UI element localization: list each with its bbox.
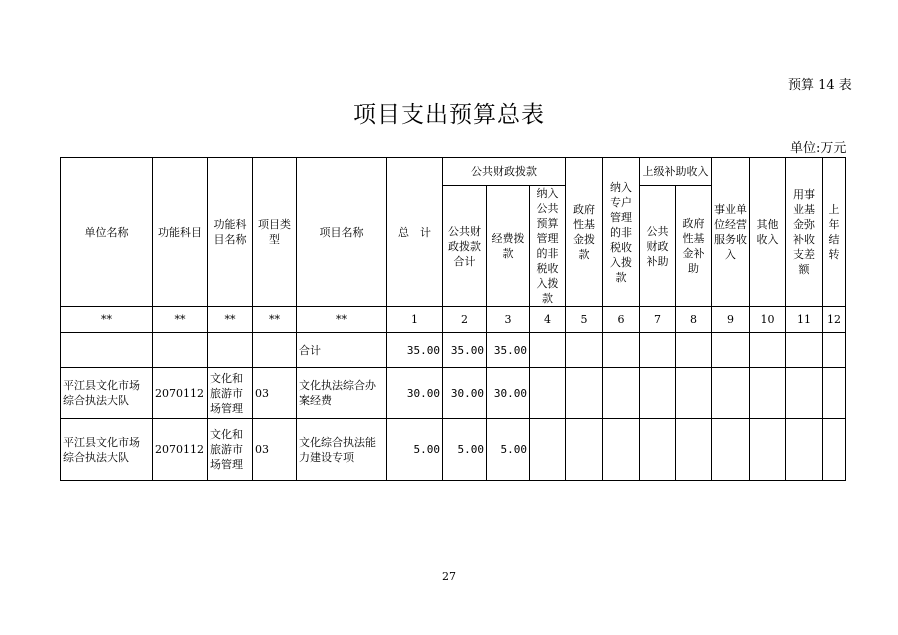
public-total-cell: 30.00 [443, 368, 487, 419]
marker-cell: ** [208, 307, 253, 333]
project-type-cell: 03 [253, 368, 297, 419]
func-subject-name-cell: 文化和旅游市场管理 [208, 368, 253, 419]
table-number: 预算 14 表 [788, 78, 852, 93]
col-business-income: 事业单位经营服务收入 [712, 158, 750, 307]
func-subject-name-cell: 文化和旅游市场管理 [208, 419, 253, 481]
marker-cell: ** [297, 307, 387, 333]
total-funding-cell: 35.00 [487, 333, 530, 368]
index-cell: 5 [566, 307, 603, 333]
total-cell: 5.00 [387, 419, 443, 481]
index-row [61, 307, 846, 333]
index-cell: 12 [823, 307, 846, 333]
index-cell: 6 [603, 307, 640, 333]
col-total: 总 计 [387, 158, 443, 307]
col-upper-public: 公共财政补助 [640, 186, 676, 307]
col-special-non-tax: 纳入专户管理的非税收入拨款 [603, 158, 640, 307]
page-title: 项目支出预算总表 [353, 102, 545, 128]
marker-cell: ** [153, 307, 208, 333]
marker-cell: ** [253, 307, 297, 333]
table-row [61, 368, 846, 419]
col-upper-subsidy: 上级补助收入 [640, 158, 712, 186]
col-func-subject-name: 功能科目名称 [208, 158, 253, 307]
index-cell: 3 [487, 307, 530, 333]
public-total-cell: 5.00 [443, 419, 487, 481]
table-row [61, 419, 846, 481]
col-project-name: 项目名称 [297, 158, 387, 307]
index-cell: 2 [443, 307, 487, 333]
col-non-tax: 纳入公共预算管理的非税收入拨款 [530, 186, 566, 307]
index-cell: 1 [387, 307, 443, 333]
total-row [61, 333, 846, 368]
index-cell: 8 [676, 307, 712, 333]
page-number: 27 [442, 570, 456, 583]
col-public-finance-total: 公共财政拨款合计 [443, 186, 487, 307]
budget-table [60, 157, 846, 481]
unit-name-cell: 平江县文化市场综合执法大队 [61, 419, 153, 481]
total-public-cell: 35.00 [443, 333, 487, 368]
col-public-finance: 公共财政拨款 [443, 158, 566, 186]
col-unit-name: 单位名称 [61, 158, 153, 307]
func-subject-cell: 2070112 [153, 419, 208, 481]
col-func-subject: 功能科目 [153, 158, 208, 307]
project-name-cell: 文化综合执法能力建设专项 [297, 419, 387, 481]
funding-cell: 5.00 [487, 419, 530, 481]
unit-label: 单位:万元 [790, 141, 847, 156]
unit-name-cell: 平江县文化市场综合执法大队 [61, 368, 153, 419]
col-project-type: 项目类型 [253, 158, 297, 307]
project-name-cell: 文化执法综合办案经费 [297, 368, 387, 419]
index-cell: 10 [750, 307, 786, 333]
col-gov-fund: 政府性基金拨款 [566, 158, 603, 307]
col-funding: 经费拨款 [487, 186, 530, 307]
index-cell: 11 [786, 307, 823, 333]
index-cell: 9 [712, 307, 750, 333]
funding-cell: 30.00 [487, 368, 530, 419]
func-subject-cell: 2070112 [153, 368, 208, 419]
total-cell: 35.00 [387, 333, 443, 368]
col-fund-balance: 用事业基金弥补收支差额 [786, 158, 823, 307]
index-cell: 7 [640, 307, 676, 333]
marker-cell: ** [61, 307, 153, 333]
col-other-income: 其他收入 [750, 158, 786, 307]
project-type-cell: 03 [253, 419, 297, 481]
col-carryover: 上年结转 [823, 158, 846, 307]
header-row-1 [61, 158, 846, 186]
index-cell: 4 [530, 307, 566, 333]
total-label: 合计 [297, 333, 387, 368]
col-upper-gov-fund: 政府性基金补助 [676, 186, 712, 307]
total-cell: 30.00 [387, 368, 443, 419]
